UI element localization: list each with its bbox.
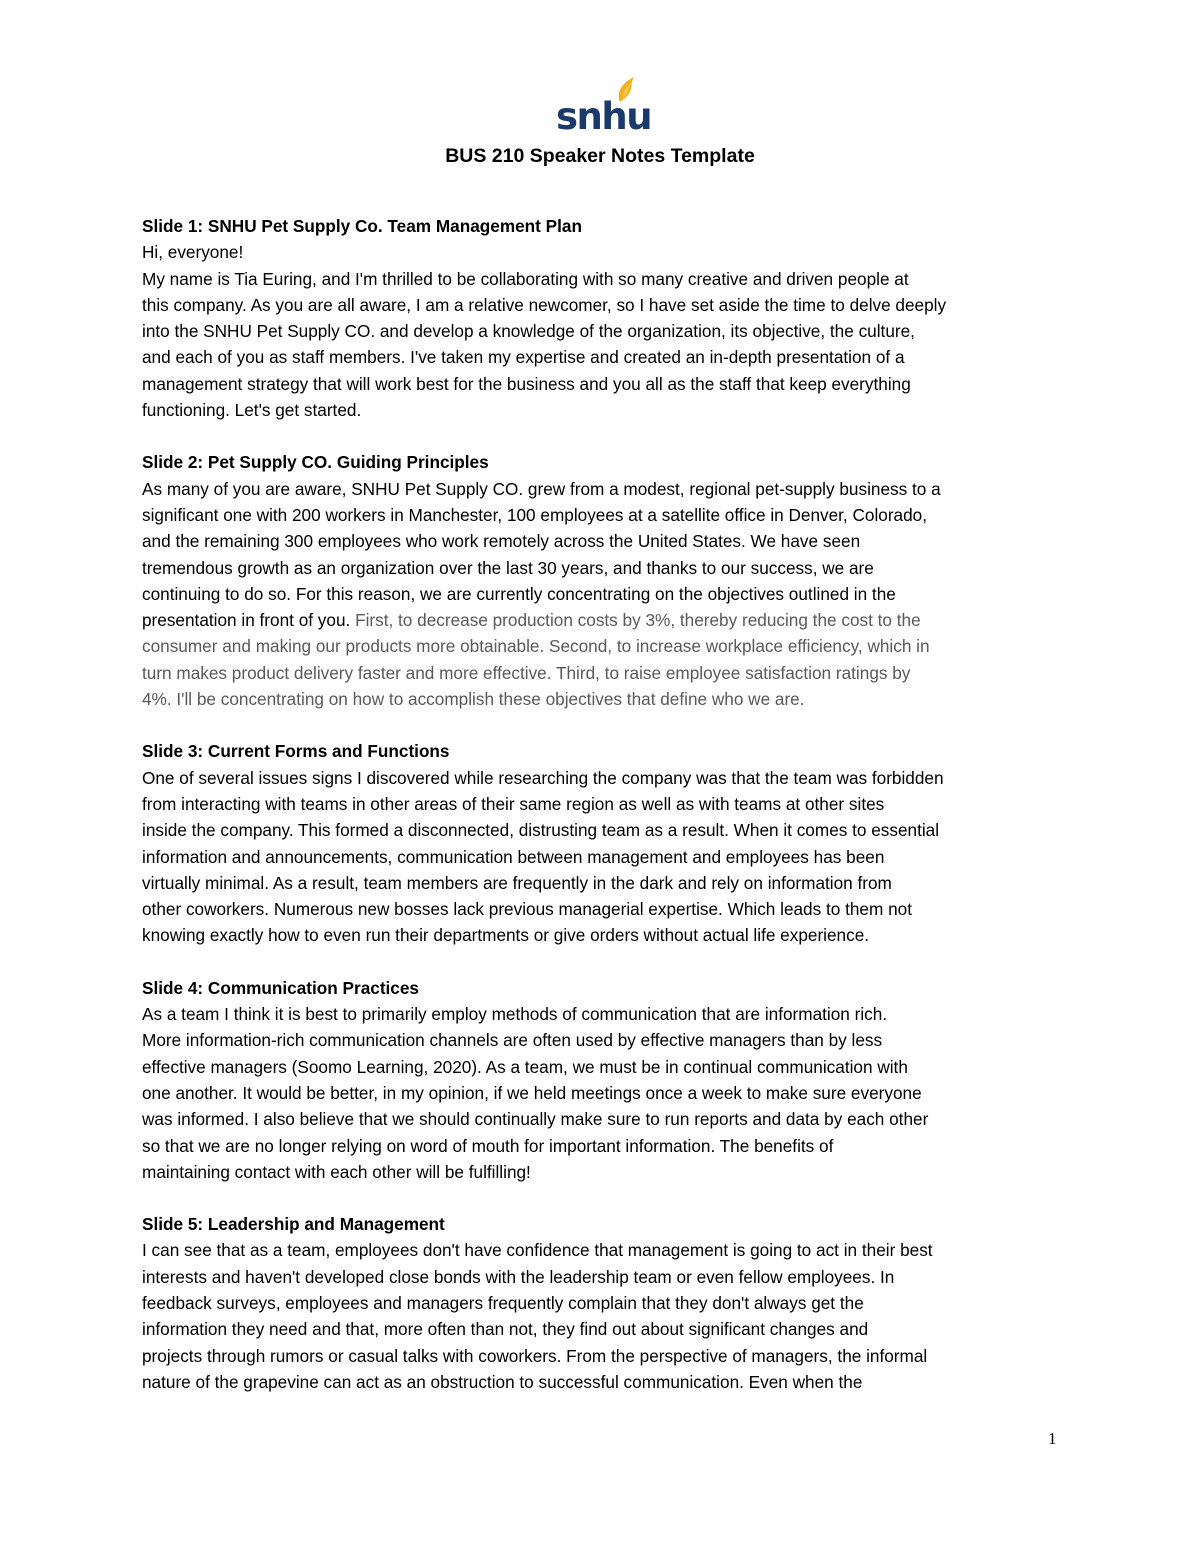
section-heading: Slide 5: Leadership and Management bbox=[142, 1214, 445, 1235]
text-line: continuing to do so. For this reason, we are currently concentrating on the objectives outlined in the bbox=[142, 583, 896, 604]
text-line: this company. As you are all aware, I am a relative newcomer, so I have set aside the time to delve deeply bbox=[142, 294, 947, 315]
section-heading: Slide 4: Communication Practices bbox=[142, 977, 419, 998]
text-line: from interacting with teams in other areas of their same region as well as with teams at other sites bbox=[142, 793, 885, 814]
snhu-logo bbox=[556, 74, 652, 138]
section-heading: Slide 2: Pet Supply CO. Guiding Principles bbox=[142, 452, 489, 473]
text-line: As a team I think it is best to primarily employ methods of communication that are information rich. bbox=[142, 1004, 888, 1025]
text-line: significant one with 200 workers in Manchester, 100 employees at a satellite office in Denver, Colorado, bbox=[142, 504, 928, 525]
text-line: information and announcements, communication between management and employees has been bbox=[142, 846, 885, 867]
text-line: Hi, everyone! bbox=[142, 242, 244, 263]
text-line: feedback surveys, employees and managers frequently complain that they don't always get the bbox=[142, 1292, 864, 1313]
text-line: and each of you as staff members. I've taken my expertise and created an in-depth presentation of a bbox=[142, 347, 905, 368]
section-heading: Slide 1: SNHU Pet Supply Co. Team Management Plan bbox=[142, 216, 582, 236]
slide-3-notes bbox=[142, 738, 1072, 948]
text-line: one another. It would be better, in my opinion, if we held meetings once a week to make sure everyone bbox=[142, 1082, 922, 1103]
slide-5-notes bbox=[142, 1211, 1072, 1395]
text-line: As many of you are aware, SNHU Pet Supply CO. grew from a modest, regional pet-supply business to a bbox=[142, 478, 941, 499]
text-line: so that we are no longer relying on word of mouth for important information. The benefits of bbox=[142, 1135, 834, 1156]
text-line: information they need and that, more often than not, they find out about significant changes and bbox=[142, 1319, 869, 1340]
text-line: More information-rich communication channels are often used by effective managers than by less bbox=[142, 1030, 883, 1051]
text-line: was informed. I also believe that we should continually make sure to run reports and data by each other bbox=[142, 1109, 929, 1130]
gray-text-line: consumer and making our products more obtainable. Second, to increase workplace efficiency, which in bbox=[142, 636, 930, 657]
slide-1-notes bbox=[142, 213, 1072, 423]
text-line: and the remaining 300 employees who work remotely across the United States. We have seen bbox=[142, 531, 861, 552]
text-line: inside the company. This formed a disconnected, distrusting team as a result. When it comes to essential bbox=[142, 820, 940, 841]
speaker-notes bbox=[142, 213, 1072, 1421]
text-line: projects through rumors or casual talks with coworkers. From the perspective of managers, the informal bbox=[142, 1345, 928, 1366]
text-line: I can see that as a team, employees don't have confidence that management is going to act in their best bbox=[142, 1240, 933, 1261]
page-number: 1 bbox=[1048, 1429, 1057, 1448]
mixed-line bbox=[142, 607, 1072, 633]
slide-4-notes bbox=[142, 975, 1072, 1185]
text-line: functioning. Let's get started. bbox=[142, 400, 362, 421]
text-line: interests and haven't developed close bonds with the leadership team or even fellow employees. In bbox=[142, 1266, 895, 1287]
text-line: knowing exactly how to even run their departments or give orders without actual life experience. bbox=[142, 925, 870, 946]
text-line: management strategy that will work best for the business and you all as the staff that keep everything bbox=[142, 373, 911, 394]
text-span: presentation in front of you. bbox=[142, 610, 351, 631]
section-heading: Slide 3: Current Forms and Functions bbox=[142, 741, 450, 762]
text-line: maintaining contact with each other will be fulfilling! bbox=[142, 1161, 531, 1182]
text-line: One of several issues signs I discovered while researching the company was that the team was forbidden bbox=[142, 767, 944, 788]
slide-2-notes bbox=[142, 449, 1072, 712]
snhu-logo-graphic bbox=[556, 74, 652, 138]
gray-text-span: First, to decrease production costs by 3%, thereby reducing the cost to the bbox=[350, 610, 921, 631]
text-line: tremendous growth as an organization over the last 30 years, and thanks to our success, we are bbox=[142, 557, 874, 578]
text-line: virtually minimal. As a result, team members are frequently in the dark and rely on information from bbox=[142, 872, 892, 893]
gray-text-line: turn makes product delivery faster and more effective. Third, to raise employee satisfaction ratings by bbox=[142, 662, 911, 683]
text-line: My name is Tia Euring, and I'm thrilled to be collaborating with so many creative and driven people at bbox=[142, 268, 909, 289]
text-line: into the SNHU Pet Supply CO. and develop a knowledge of the organization, its objective, the culture, bbox=[142, 321, 915, 342]
gray-text-line: 4%. I'll be concentrating on how to accomplish these objectives that define who we are. bbox=[142, 689, 805, 710]
text-line: other coworkers. Numerous new bosses lack previous managerial expertise. Which leads to them not bbox=[142, 899, 912, 920]
document-title: BUS 210 Speaker Notes Template bbox=[445, 145, 755, 167]
text-line: effective managers (Soomo Learning, 2020). As a team, we must be in continual communication with bbox=[142, 1056, 908, 1077]
text-line: nature of the grapevine can act as an obstruction to successful communication. Even when the bbox=[142, 1371, 863, 1392]
logo-wordmark: snhu bbox=[556, 95, 652, 138]
